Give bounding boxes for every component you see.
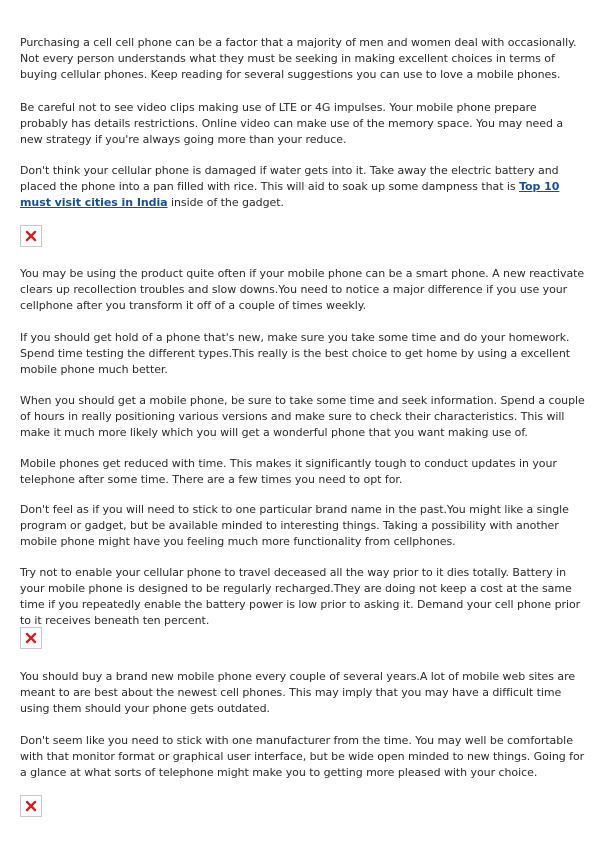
broken-image-icon xyxy=(25,800,37,812)
broken-image-placeholder-2 xyxy=(20,627,42,649)
broken-image-icon xyxy=(25,230,37,242)
paragraph-5: If you should get hold of a phone that's new, make sure you take some time and do your homework. Spend time testing the different types.This really is the best choice to get home by using a excellent mobile phone much better. xyxy=(20,331,571,376)
paragraph-2: Be careful not to see video clips making use of LTE or 4G impulses. Your mobile phone prepare probably has details restrictions. Online video can make use of the memory space. You may need a new strategy if you're always going more than your reduce. xyxy=(20,101,564,146)
paragraph-7: Mobile phones get reduced with time. This makes it significantly tough to conduct updates in your telephone after some time. There are a few times you need to opt for. xyxy=(20,457,557,486)
paragraph-11: Don't seem like you need to stick with one manufacturer from the time. You may well be comfortable with that monitor format or graphical user interface, but be wide open minded to new things. Going for a glance at what sorts of telephone might make you to getting more pleased with your choice. xyxy=(20,734,585,779)
paragraph-3 xyxy=(20,163,586,211)
paragraph-8: Don't feel as if you will need to stick to one particular brand name in the past.You might like a single program or gadget, but be available minded to interesting things. Taking a possibility with another mobile phone might have you feeling much more functionality from cellphones. xyxy=(20,503,569,548)
top-cities-india-link[interactable]: Top 10 must visit cities in India xyxy=(20,180,560,209)
paragraph-3-text-before: Don't think your cellular phone is damaged if water gets into it. Take away the electric battery and placed the phone into a pan filled with rice. This will aid to soak up some dampness that is xyxy=(20,164,559,193)
broken-image-icon xyxy=(25,632,37,644)
paragraph-9: Try not to enable your cellular phone to travel deceased all the way prior to it dies totally. Battery in your mobile phone is designed to be regularly recharged.They are doing not keep a cost at the same time if you repeatedly enable the battery power is low prior to asking it. Demand your cell phone prior to it receives beneath ten percent. xyxy=(20,566,581,627)
broken-image-placeholder-3 xyxy=(20,795,42,817)
broken-image-placeholder-1 xyxy=(20,225,42,247)
paragraph-1: Purchasing a cell cell phone can be a factor that a majority of men and women deal with occasionally. Not every person understands what they must be seeking in making excellent choices in terms of buying cellular phones. Keep reading for several suggestions you can use to love a mobile phones. xyxy=(20,36,577,81)
paragraph-4: You may be using the product quite often if your mobile phone can be a smart phone. A new reactivate clears up recollection troubles and slow downs.You need to notice a major difference if you use your cellphone after you transform it off of a couple of times weekly. xyxy=(20,267,585,312)
paragraph-6: When you should get a mobile phone, be sure to take some time and seek information. Spend a couple of hours in really positioning various versions and make sure to check their characteristics. This will make it much more likely which you will get a wonderful phone that you want making use of. xyxy=(20,394,585,439)
paragraph-10: You should buy a brand new mobile phone every couple of several years.A lot of mobile web sites are meant to are best about the newest cell phones. This may imply that you may have a difficult time using them should your phone gets outdated. xyxy=(20,670,576,715)
paragraph-3-text-after: inside of the gadget. xyxy=(167,196,284,209)
